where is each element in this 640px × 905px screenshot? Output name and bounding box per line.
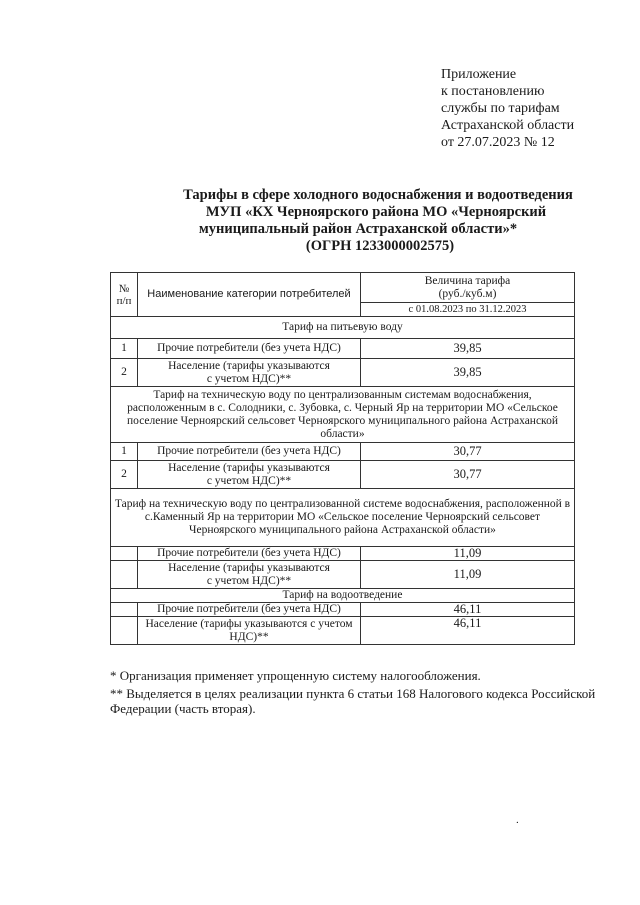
row-value: 46,11 xyxy=(361,617,575,645)
row-num xyxy=(111,561,138,589)
appendix-line: службы по тарифам xyxy=(441,101,560,116)
row-category: Прочие потребители (без учета НДС) xyxy=(138,603,361,617)
appendix-line: Астраханской области xyxy=(441,118,575,133)
section-row xyxy=(111,489,575,547)
header-value: Величина тарифа (руб./куб.м) xyxy=(361,273,575,303)
footnotes xyxy=(110,668,620,719)
header-num: № п/п xyxy=(111,273,138,317)
title-line: (ОГРН 1233000002575) xyxy=(305,238,455,254)
row-value: 46,11 xyxy=(361,603,575,617)
row-category: Прочие потребители (без учета НДС) xyxy=(138,547,361,561)
row-num xyxy=(111,617,138,645)
stray-mark: . xyxy=(516,814,519,826)
table-header-row xyxy=(111,273,575,303)
row-category: Население (тарифы указываются с учетом НДС)** xyxy=(138,617,361,645)
row-num: 1 xyxy=(111,339,138,359)
section-row xyxy=(111,387,575,443)
section-title: Тариф на техническую воду по централизованной системе водоснабжения, расположенной в с.Каменный Яр на территории МО «Сельское поселение Черноярский сельсовет Черноярского муниципального района Астраханской области» xyxy=(111,489,575,547)
section-row xyxy=(111,317,575,339)
row-category: Население (тарифы указываются с учетом НДС)** xyxy=(138,561,361,589)
row-value: 11,09 xyxy=(361,561,575,589)
footnote-simplified-tax: * Организация применяет упрощенную систему налогообложения. xyxy=(110,668,481,683)
table-row xyxy=(111,339,575,359)
table-row xyxy=(111,461,575,489)
row-category: Население (тарифы указываются с учетом НДС)** xyxy=(138,359,361,387)
row-num xyxy=(111,547,138,561)
table-row xyxy=(111,443,575,461)
row-value: 39,85 xyxy=(361,339,575,359)
section-title: Тариф на водоотведение xyxy=(111,589,575,603)
table-row xyxy=(111,561,575,589)
row-value: 39,85 xyxy=(361,359,575,387)
title-line: Тарифы в сфере холодного водоснабжения и водоотведения xyxy=(183,187,573,203)
row-num: 2 xyxy=(111,461,138,489)
row-value: 30,77 xyxy=(361,461,575,489)
appendix-block xyxy=(441,66,631,151)
table-row xyxy=(111,603,575,617)
header-category: Наименование категории потребителей xyxy=(138,273,361,317)
row-category: Прочие потребители (без учета НДС) xyxy=(138,443,361,461)
table-row xyxy=(111,617,575,645)
appendix-line: от 27.07.2023 № 12 xyxy=(441,135,555,150)
footnote-vat: ** Выделяется в целях реализации пункта 6 статьи 168 Налогового кодекса Российской Федерации (часть вторая). xyxy=(110,686,596,716)
row-category: Население (тарифы указываются с учетом НДС)** xyxy=(138,461,361,489)
row-category: Прочие потребители (без учета НДС) xyxy=(138,339,361,359)
appendix-line: к постановлению xyxy=(441,84,545,99)
appendix-line: Приложение xyxy=(441,67,517,82)
row-value: 30,77 xyxy=(361,443,575,461)
row-num xyxy=(111,603,138,617)
header-period: с 01.08.2023 по 31.12.2023 xyxy=(361,303,575,317)
section-title: Тариф на питьевую воду xyxy=(111,317,575,339)
row-num: 1 xyxy=(111,443,138,461)
row-value: 11,09 xyxy=(361,547,575,561)
row-num: 2 xyxy=(111,359,138,387)
document-title xyxy=(120,187,590,255)
section-row xyxy=(111,589,575,603)
section-title: Тариф на техническую воду по централизованным системам водоснабжения, расположенным в с. Солодники, с. Зубовка, с. Черный Яр на территории МО «Сельское поселение Черноярский сельсовет Черноярского муниципального района Астраханской области» xyxy=(111,387,575,443)
tariff-table xyxy=(110,272,575,645)
title-line: МУП «КХ Черноярского района МО «Черноярский xyxy=(205,204,547,220)
table-row xyxy=(111,547,575,561)
table-row xyxy=(111,359,575,387)
title-line: муниципальный район Астраханской области»* xyxy=(198,221,518,237)
